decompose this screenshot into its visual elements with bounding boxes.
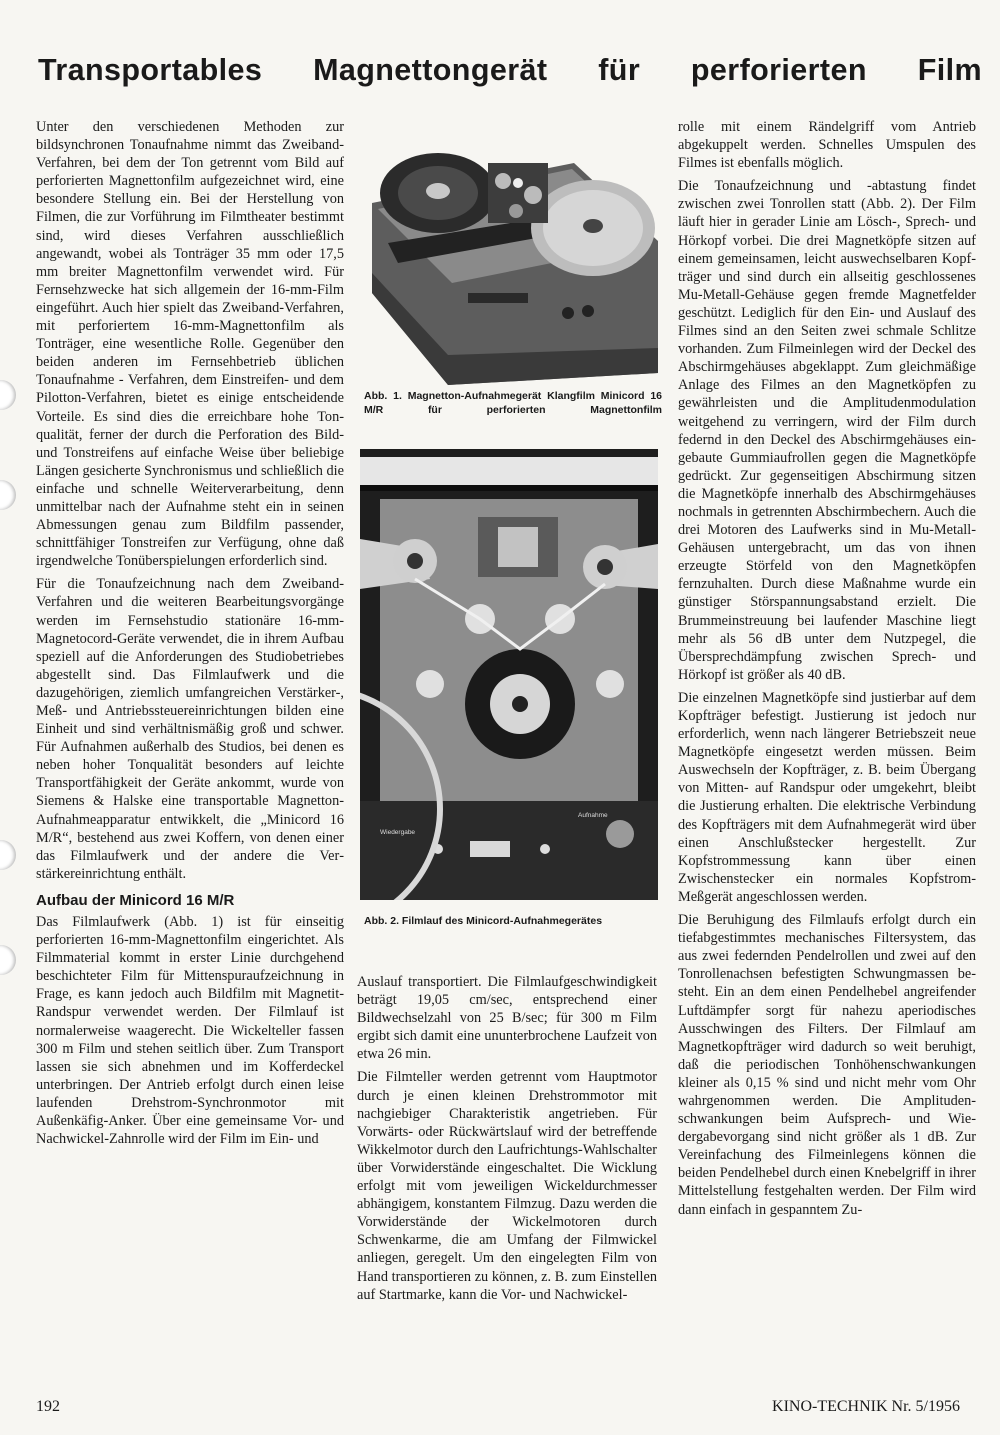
paragraph: Unter den verschiedenen Methoden zur bildsynchronen Tonaufnahme nimmt das Zweiband-Verfahren, bei dem der Ton getrennt vom Bild auf perforierten Magnettonfilm aufgezeichnet wird, eine besondere Stellung ein. Bei der Herstellung von Filmen, die zur Vorführung im Filmtheater bestimmt sind, wird dieses Verfahren ausschließlich angewandt, wobei als Tonträger 35 mm oder 17,5 mm breiter Magnettonfilm verwendet wird. Für Fernsehzwecke hat sich allgemein der 16-mm-Film eingeführt. Auch hier spielt das Zweiband-Verfahren, mit perforiertem 16-mm-Magnettonfilm als Tonträger, eine wesentliche Rolle. Gegenüber den beiden anderen im Fernsehbetrieb üblichen Tonaufnahme - Verfahren, dem Einstreifen- und dem Pilotton-Verfahren, bietet es einige entscheidende Vorteile. Es sind dies die erreichbare hohe Tonqualität, ferner der durch die Perforation des Bild- und Tonstreifens auf einfache Weise über beliebige Längen gesicherte Synchronismus und schließlich die einfache und schnelle Weiterverarbeitung, denn unmittelbar nach der Aufnahme steht ein in seinen Abmessungen genau zum Bildfilm passender, schnittfähiger Tonstreifen zur Verfügung, ohne daß irgendwelche Tonüberspielungen erforderlich sind. [36,119,344,570]
paragraph: Das Filmlaufwerk (Abb. 1) ist für einseitig perforierten 16-mm-Magnettonfilm eingerichtet. Als Filmmaterial kommt in erster Linie durchgehend beschichteter Film für Mittenspuraufzeichnung in Frage, es kann jedoch auch Bildfilm mit Magnetit-Randspur verwendet werden. Der Filmlauf ist normalerweise waagerecht. Die Wickelteller fassen 300 m Film und stehen seitlich über. Zum Transport lassen sie sich abnehmen und im Kofferdeckel unterbringen. Der Antrieb erfolgt durch einen leise laufenden Drehstrom-Synchronmotor mit Außenkäfig-Anker. Über eine gemeinsame Vor- und Nachwickel-Zahnrolle wird der Film im Ein- und [36,913,344,1148]
journal-reference: KINO-TECHNIK Nr. 5/1956 [772,1398,960,1415]
punch-hole [0,480,16,510]
column-middle [357,973,657,1309]
article-title: Transportables Magnettongerät für perforierten Film [38,53,982,87]
paragraph: Für die Tonaufzeichnung nach dem Zweiband-Verfahren und die weiteren Bearbeitungsvorgänge werden im Fernsehstudio stationäre 16-mm-Magnetocord-Geräte verwendet, die in ihrem Aufbau speziell auf die Anforderungen des Studiobetriebes abgestellt sind. Das Filmlaufwerk und die dazugehörigen, ziemlich umfangreichen Verstärker-, Meß- und Antriebssteuereinrichtungen bilden eine Einheit und sind verhältnismäßig groß und schwer. Für Aufnahmen außerhalb des Studios, bei denen es neben hoher Tonqualität besonders auf leichte Transportfähigkeit der Geräte ankommt, wurde von Siemens & Halske eine transportable Magnetton-Aufnahmeapparatur entwikkelt, die „Minicord 16 M/R“, bestehend aus zwei Koffern, von denen einer das Filmlaufwerk und der andere die Verstärkereinrichtung enthält. [36,576,344,882]
section-heading: Aufbau der Minicord 16 M/R [36,891,235,909]
punch-hole [0,380,16,410]
paragraph: Die Filmteller werden getrennt vom Hauptmotor durch je einen kleinen Drehstrommotor mit nachgiebiger Charakteristik angetrieben. Für Vorwärts- oder Rückwärtslauf wird der betreffende Wikkelmotor durch den Laufrichtungs-Wahlschalter über Vorwiderstände eingeschaltet. Die Wicklung erfolgt mit vom jeweiligen Wickeldurchmesser abhängigem, konstantem Filmzug. Dazu werden die Vorwiderstände der Wickelmotoren durch Schwenkarme, die am Umfang der Filmwickel anliegen, geregelt. Um den eingelegten Film von Hand transportieren zu können, z. B. zum Einstellen auf Startmarke, kann die Vor- und Nachwickel- [357,1069,657,1303]
figure-2-label-aufnahme: Aufnahme [578,812,608,819]
paragraph: Die einzelnen Magnetköpfe sind justierbar auf dem Kopfträger befestigt. Justierung ist jedoch nur erforderlich, wenn nach längerer Betriebszeit neue Magnetköpfe eingesetzt werden müssen. Beim Auswechseln der Kopfträger, z. B. beim Übergang von Mitten- auf Randspur oder umgekehrt, bleibt die Justierung erhalten. Die elektrische Verbindung des Kopfträgers mit dem Aufnahmegerät wird über einen Anschlußstecker hergestellt. Zur Kopfstrommessung kann über einen Zwischenstecker ein normales Kopfstrom-Meßgerät angeschlossen werden. [678,689,976,905]
paragraph: Auslauf transportiert. Die Filmlaufgeschwindigkeit beträgt 19,05 cm/sec, entsprechend einer Bildwechselzahl von 25 B/sec; für 300 m Film ergibt sich damit eine ununterbrochene Laufzeit von etwa 26 min. [357,974,657,1063]
page-number: 192 [36,1398,60,1415]
figure-2-caption: Abb. 2. Filmlauf des Minicord-Aufnahmegerätes [364,915,603,927]
paragraph: Die Tonaufzeichnung und -abtastung findet zwischen zwei Tonrollen statt (Abb. 2). Der Film läuft hier in gerader Linie am Lösch-, Sprech- und Hörkopf vorbei. Die drei Magnetköpfe sitzen auf einem gemeinsamen, leicht auswechselbaren Kopfträger und sind durch ein allseitig geschlossenes Mu-Metall-Gehäuse gegen fremde Magnetfelder geschützt. Lediglich für den Ein- und Auslauf des Filmes sind an den Seiten zwei schmale Schlitze vorhanden. Zum Filmeinlegen wird der Deckel des Abschirmgehäuses abgeklappt. Zum gleichmäßige Anlage des Filmes an den Magnetköpfen zu gewährleisten und die Amplitudenmodulation weitgehend zu verringern, wird der Film durch federnd in den Deckel des Abschirmgehäuses eingebaute Gummiaufrollen gegen die Magnetköpfe gedrückt. Zur gegenseitigen Abschirmung sitzen die Magnetköpfe innerhalb des Abschirmgehäuses nochmals in getrennten Abschirmbechern. Auch die drei Motoren des Laufwerks sind in Mu-Metall-Gehäusen untergebracht, um das von ihnen erzeugte Störfeld von den Magnetköpfen fernzuhalten. Durch diese Maßnahme wurde ein günstiger Störspannungsabstand erzielt. Die Brummeinstreuung bei laufender Maschine liegt mehr als 56 dB unter dem Nutzpegel, die Übersprechdämpfung zwischen Sprech- und Hörkopf ist größer als 40 dB. [678,178,976,683]
punch-hole [0,945,16,975]
figure-1-caption: Abb. 1. Magnetton-Aufnahmegerät Klangfilm Minicord 16 M/R für perforierten Magnettonfilm [364,390,662,416]
column-left [36,118,344,1153]
paragraph: rolle mit einem Rändelgriff vom Antrieb abgekuppelt werden. Schnelles Umspulen des Filmes ist ebenfalls möglich. [678,119,976,172]
figure-1-photo [368,123,660,385]
figure-2-label-wiedergabe: Wiedergabe [380,829,416,836]
punch-hole [0,840,16,870]
paragraph: Die Beruhigung des Filmlaufs erfolgt durch ein tiefabgestimmtes mechanisches Filtersystem, das aus zwei federnden Pendelrollen und zwei auf den Tonrollenachsen befestigten Schwungmassen besteht. Ein an dem einen Pendelhebel angreifender Luftdämpfer sorgt für nahezu aperiodisches Ausschwingen des Filters. Der Filmlauf am Magnetkopfträger wird dadurch so weit beruhigt, daß die periodischen Tonhöhenschwankungen kleiner als 0,15 % sind und nicht mehr vom Ohr wahrgenommen werden. Die Amplitudenschwankungen beim Aufsprech- und Wiedergabevorgang sind nicht größer als 1 dB. Zur Vereinfachung des Filmeinlegens können die beiden Pendelhebel durch einen Knebelgriff in ihrer Mittelstellung festgehalten werden. Der Film wird dann einfach in gespanntem Zu- [678,912,976,1218]
column-right [678,118,976,1224]
figure-2-photo [360,449,658,900]
